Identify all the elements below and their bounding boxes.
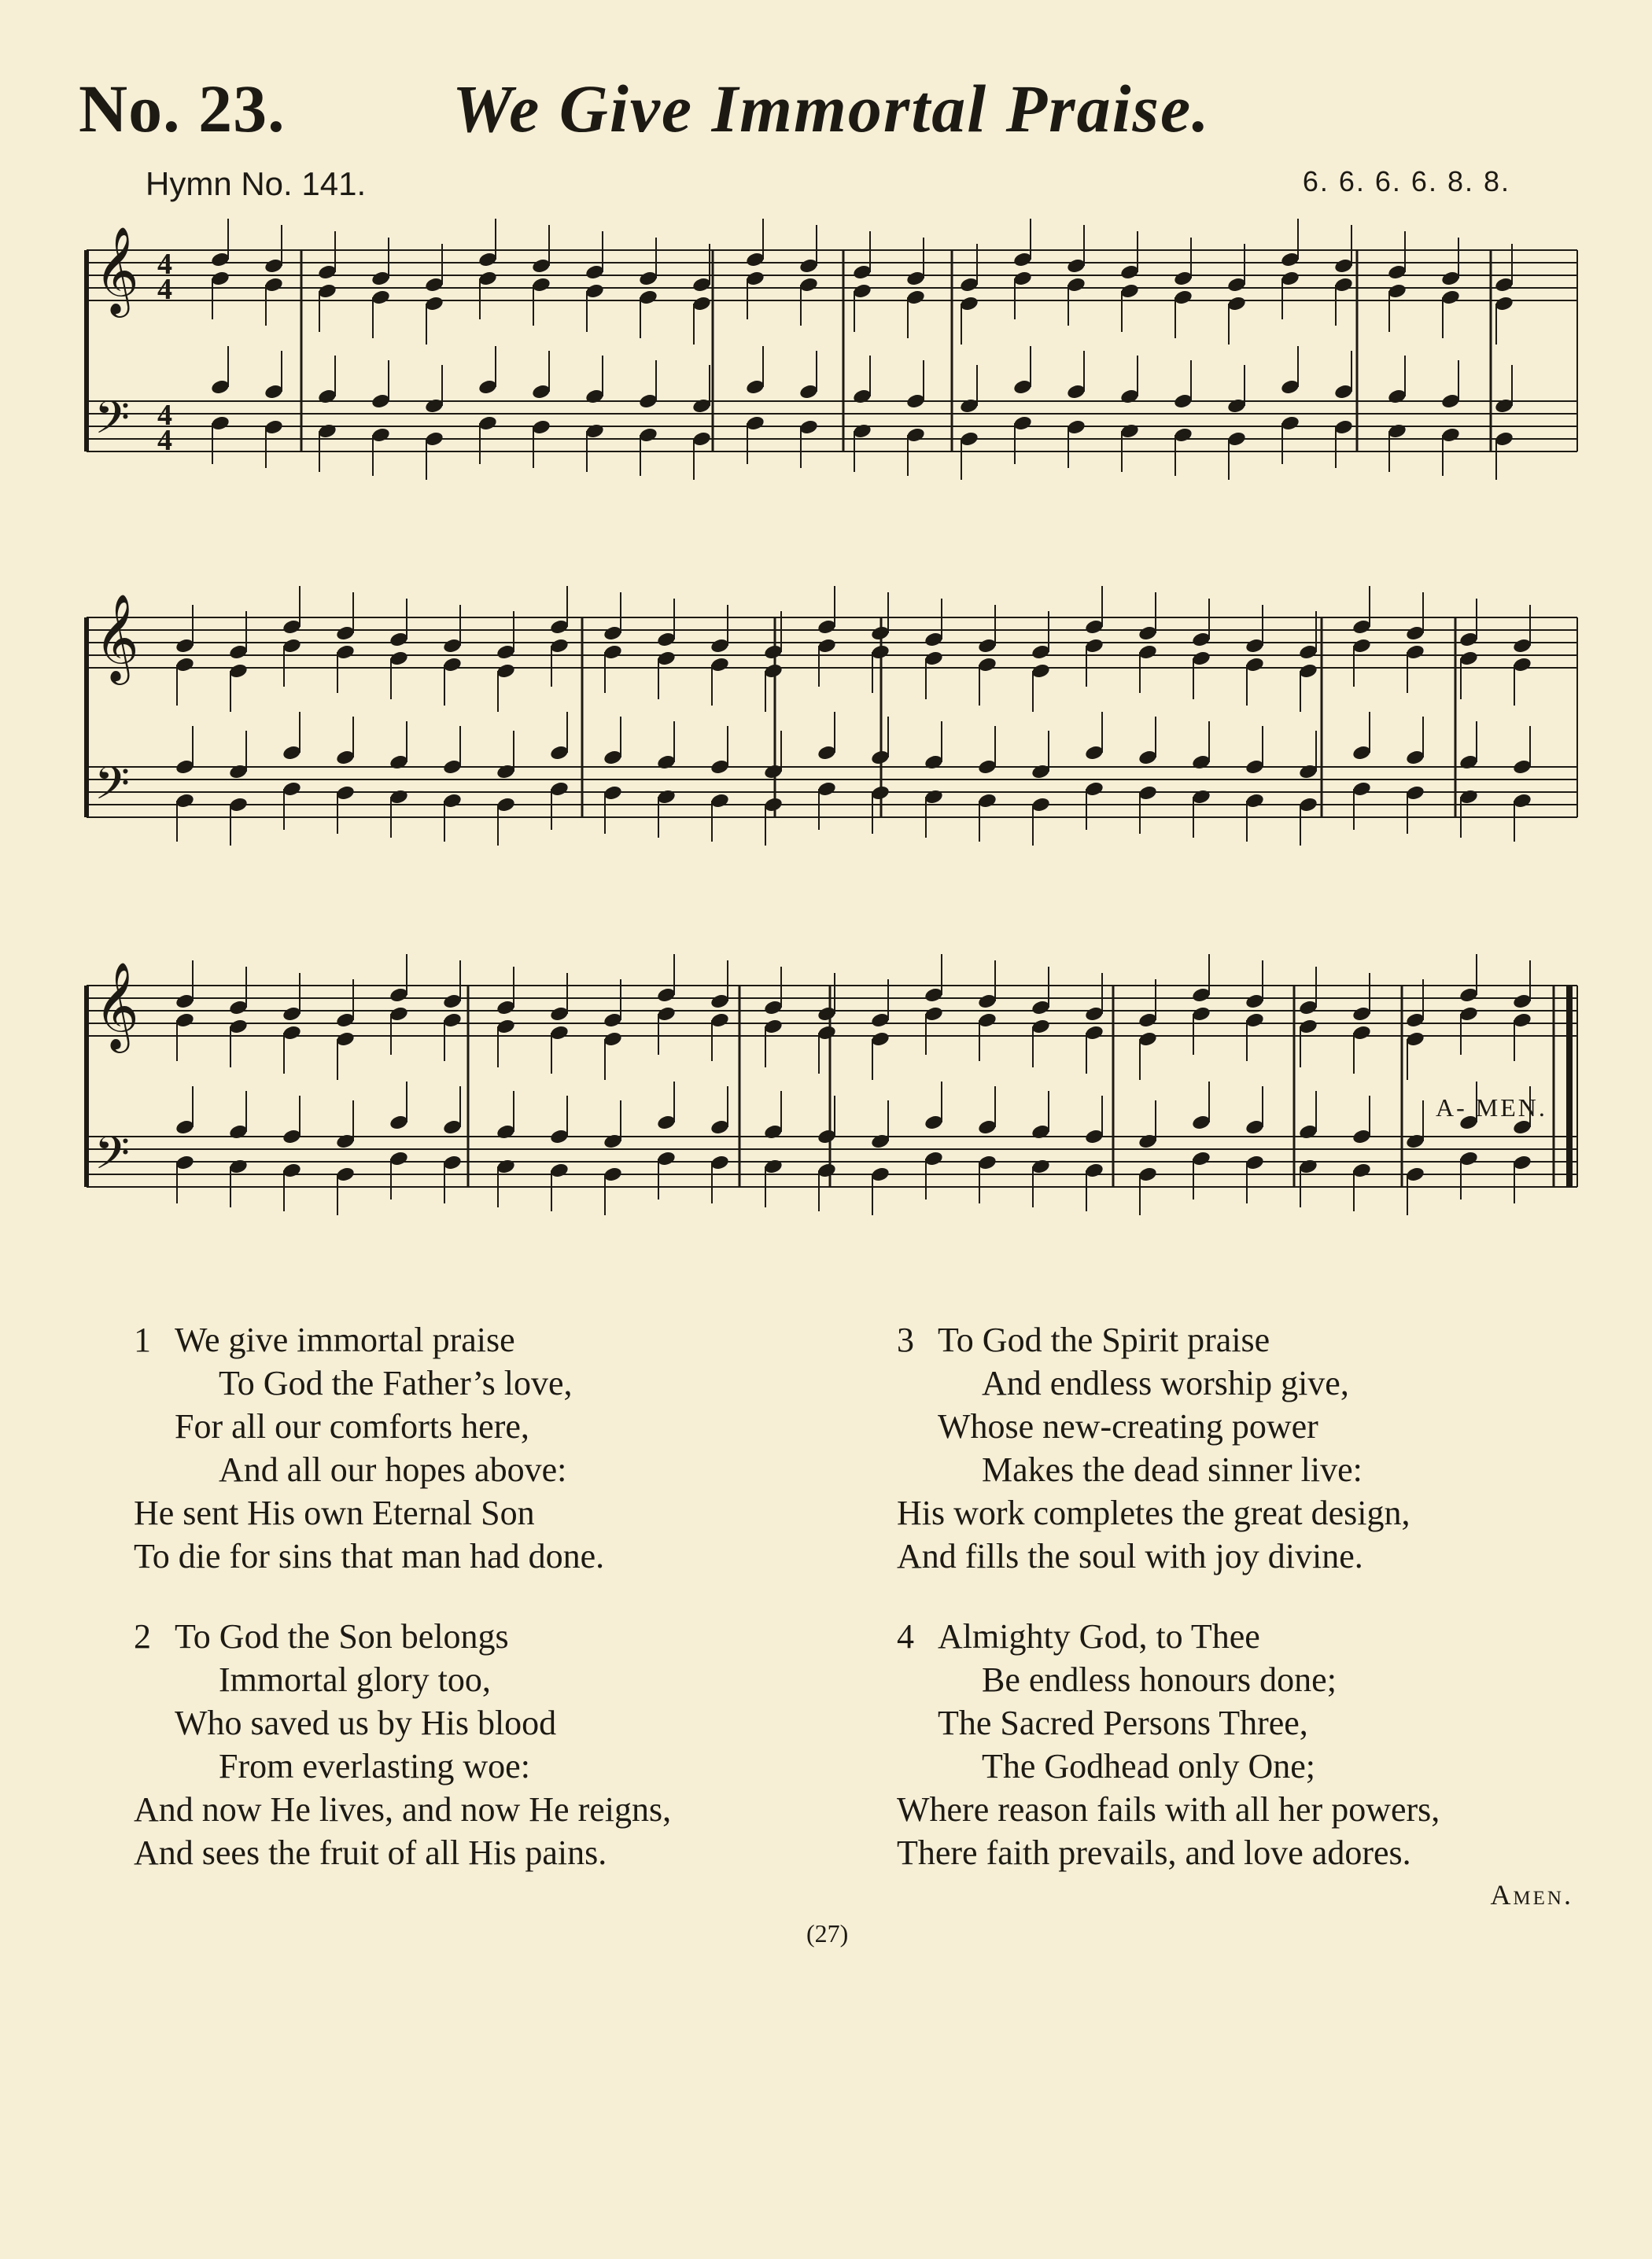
verse-line: 4 Almighty God, to Thee	[897, 1615, 1440, 1658]
amen-footer: Amen.	[1490, 1879, 1573, 1911]
verse-line: There faith prevails, and love adores.	[897, 1833, 1411, 1872]
time-signature-digit: 4	[157, 399, 172, 432]
verse-line: And sees the fruit of all His pains.	[134, 1833, 607, 1872]
verse-line: The Godhead only One;	[982, 1747, 1315, 1785]
verse-4	[897, 1615, 1440, 1874]
verse-line: Immortal glory too,	[219, 1660, 491, 1699]
treble-clef-icon: 𝄞	[94, 226, 139, 314]
verse-3	[897, 1318, 1410, 1578]
verse-1	[134, 1318, 604, 1578]
page-number: (27)	[806, 1919, 849, 1948]
verse-number: 1	[134, 1321, 151, 1359]
verse-2	[134, 1615, 671, 1874]
verse-line: The Sacred Persons Three,	[938, 1704, 1308, 1742]
verse-line: Where reason fails with all her powers,	[897, 1790, 1440, 1829]
verse-line: And all our hopes above:	[219, 1450, 567, 1489]
hymn-number: No. 23.	[79, 71, 286, 146]
verse-line: 3 To God the Spirit praise	[897, 1318, 1410, 1362]
verse-line: 2 To God the Son belongs	[134, 1615, 671, 1658]
hymn-meter: 6. 6. 6. 6. 8. 8.	[1302, 165, 1510, 197]
verse-number: 4	[897, 1617, 914, 1656]
time-signature-digit: 4	[157, 248, 172, 281]
verse-line: Who saved us by His blood	[175, 1704, 557, 1742]
verse-line: His work completes the great design,	[897, 1494, 1410, 1532]
amen-lyric: A- MEN.	[1436, 1093, 1547, 1122]
verse-number: 2	[134, 1617, 151, 1656]
verse-line: And fills the soul with joy divine.	[897, 1537, 1363, 1575]
verse-line: To die for sins that man had done.	[134, 1537, 605, 1575]
verse-line: For all our comforts here,	[175, 1407, 529, 1446]
verse-number: 3	[897, 1321, 914, 1359]
verse-line: Whose new-creating power	[938, 1407, 1318, 1446]
verse-line: And endless worship give,	[982, 1364, 1349, 1402]
verse-line: And now He lives, and now He reigns,	[134, 1790, 672, 1829]
time-signature-digit: 4	[157, 424, 172, 457]
verse-line: Makes the dead sinner live:	[982, 1450, 1363, 1489]
bass-clef-icon: 𝄢	[94, 757, 131, 821]
verse-line: Be endless honours done;	[982, 1660, 1337, 1699]
verse-line: 1 We give immortal praise	[134, 1318, 604, 1362]
time-signature-digit: 4	[157, 273, 172, 306]
bass-clef-icon: 𝄢	[94, 391, 131, 455]
hymn-reference: Hymn No. 141.	[146, 165, 367, 202]
verse-line: To God the Father’s love,	[219, 1364, 573, 1402]
bass-clef-icon: 𝄢	[94, 1126, 131, 1191]
verse-line: From everlasting woe:	[219, 1747, 530, 1785]
treble-clef-icon: 𝄞	[94, 961, 139, 1049]
hymn-title: We Give Immortal Praise.	[452, 71, 1211, 146]
treble-clef-icon: 𝄞	[94, 593, 139, 681]
verse-line: He sent His own Eternal Son	[134, 1494, 535, 1532]
